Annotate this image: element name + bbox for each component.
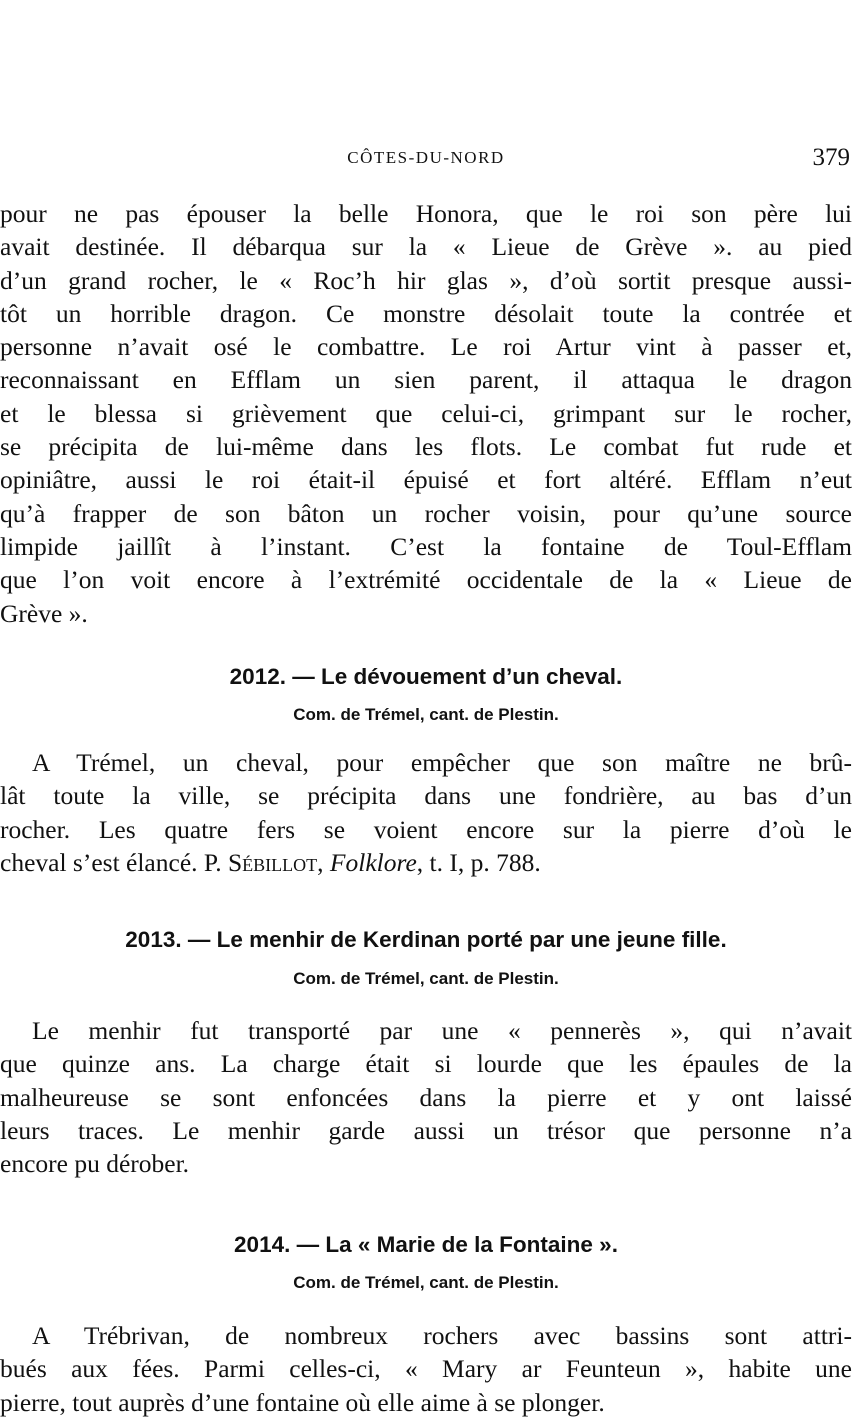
citation-work: Folklore	[329, 847, 417, 877]
page-number: 379	[812, 144, 850, 171]
section-2012-title: 2012. — Le dévouement d’un cheval.	[229, 664, 623, 689]
text-line: encore pu dérober.	[0, 1149, 190, 1179]
text-line: pierre, tout auprès d’une fontaine où elle aime à se plonger.	[0, 1387, 605, 1417]
text-line: A Trébrivan, de nombreux rochers avec bassins sont attri-	[32, 1321, 852, 1350]
text-line: reconnaissant en Efflam un sien parent, il attaqua le dragon	[0, 365, 852, 395]
citation-author: Sébillot	[228, 847, 318, 877]
text-line: d’un grand rocher, le « Roc’h hir glas », d’où sortit presque aussi-	[0, 265, 852, 295]
section-2014-location: Com. de Trémel, cant. de Plestin.	[293, 1273, 559, 1292]
section-2014-body	[0, 1319, 852, 1419]
section-2012-location: Com. de Trémel, cant. de Plestin.	[293, 705, 559, 724]
text-line: opiniâtre, aussi le roi était-il épuisé et fort altéré. Efflam n’eut	[0, 465, 852, 495]
text-line: que quinze ans. La charge était si lourde que les épaules de la	[0, 1049, 852, 1079]
running-title: CÔTES-DU-NORD	[347, 148, 505, 167]
text-line: Grève ».	[0, 598, 88, 628]
text-line: qu’à frapper de son bâton un rocher voisin, pour qu’une source	[0, 498, 852, 528]
paragraph-efflam	[0, 197, 852, 630]
citation-reference: , t. I, p. 788.	[416, 847, 541, 877]
text-line: que l’on voit encore à l’extrémité occidentale de la « Lieue de	[0, 565, 852, 595]
text-line: personne n’avait osé le combattre. Le roi Artur vint à passer et,	[0, 332, 852, 362]
text-line: leurs traces. Le menhir garde aussi un trésor que personne n’a	[0, 1115, 852, 1145]
section-2013-body	[0, 1014, 852, 1180]
section-2013-location: Com. de Trémel, cant. de Plestin.	[293, 969, 559, 988]
citation-text: cheval s’est élancé. P.	[0, 847, 228, 877]
text-line: se précipita de lui-même dans les flots. Le combat fut rude et	[0, 432, 852, 462]
text-line: tôt un horrible dragon. Ce monstre désolait toute la contrée et	[0, 298, 852, 328]
text-line: pour ne pas épouser la belle Honora, que le roi son père lui	[0, 199, 852, 228]
text-line: A Trémel, un cheval, pour empêcher que son maître ne brû-	[32, 748, 852, 777]
text-line: avait destinée. Il débarqua sur la « Lieue de Grève ». au pied	[0, 232, 852, 262]
text-line: rocher. Les quatre fers se voient encore sur la pierre d’où le	[0, 814, 852, 844]
text-line: bués aux fées. Parmi celles-ci, « Mary ar Feunteun », habite une	[0, 1354, 852, 1384]
section-2014-title: 2014. — La « Marie de la Fontaine ».	[234, 1232, 618, 1257]
text-line: limpide jaillît à l’instant. C’est la fontaine de Toul-Efflam	[0, 531, 852, 561]
section-2012-body	[0, 746, 852, 879]
text-line: lât toute la ville, se précipita dans une fondrière, au bas d’un	[0, 781, 852, 811]
running-head	[0, 144, 852, 178]
citation-line	[0, 846, 852, 879]
text-line: Le menhir fut transporté par une « pennerès », qui n’avait	[32, 1016, 852, 1045]
text-line: malheureuse se sont enfoncées dans la pierre et y ont laissé	[0, 1082, 852, 1112]
text-line: et le blessa si grièvement que celui-ci, grimpant sur le rocher,	[0, 398, 852, 428]
section-2013-title: 2013. — Le menhir de Kerdinan porté par une jeune fille.	[125, 927, 727, 952]
citation-separator: ,	[317, 847, 330, 877]
